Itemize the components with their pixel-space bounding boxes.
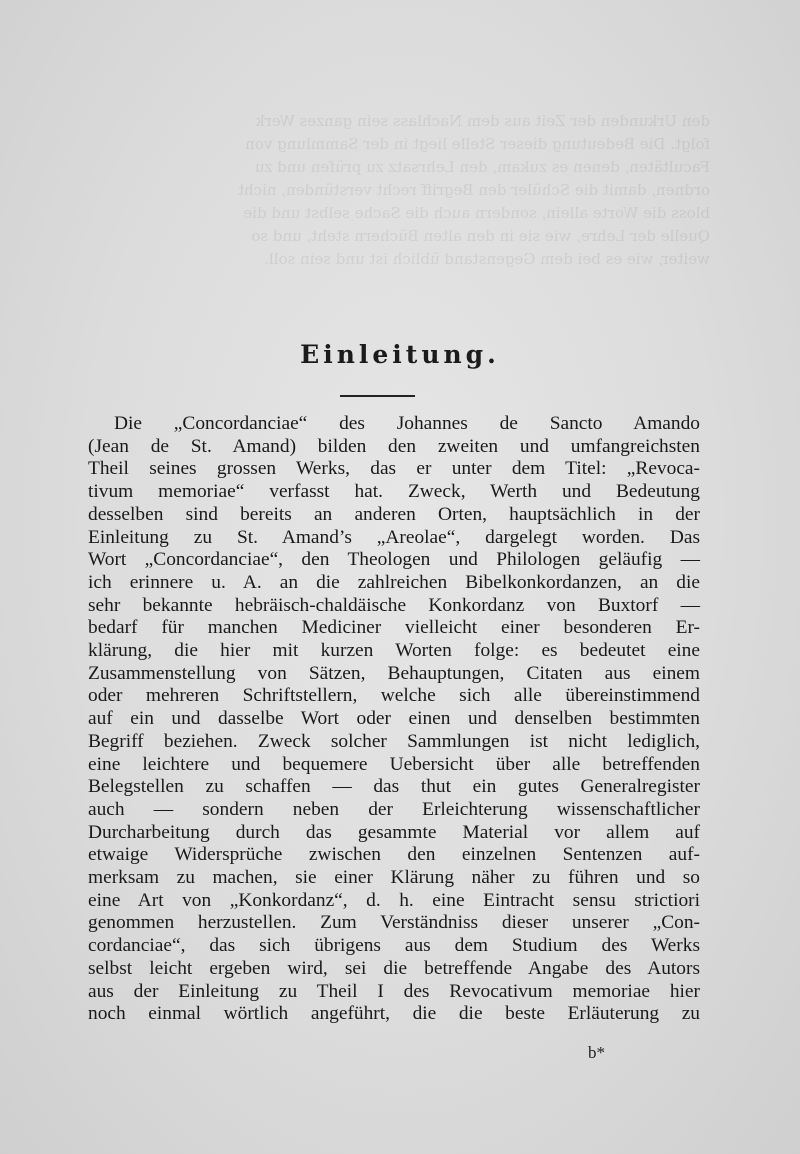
body-paragraph	[88, 413, 700, 1026]
text-line: Wort „Concordanciae“, den Theologen und Philologen geläufig —	[88, 549, 700, 571]
text-line: ich erinnere u. A. an die zahlreichen Bibelkonkordanzen, an die	[88, 571, 700, 593]
text-line: Einleitung zu St. Amand’s „Areolae“, dargelegt worden. Das	[88, 526, 700, 548]
text-line: merksam zu machen, sie einer Klärung näher zu führen und so	[88, 867, 700, 889]
text-line: cordanciae“, das sich übrigens aus dem Studium des Werks	[88, 935, 700, 957]
text-line: oder mehreren Schriftstellern, welche sich alle übereinstimmend	[88, 685, 700, 707]
text-line: Zusammenstellung von Sätzen, Behauptungen, Citaten aus einem	[88, 662, 700, 684]
signature-mark: b*	[588, 1043, 605, 1062]
text-line: Durcharbeitung durch das gesammte Material vor allem auf	[88, 821, 700, 843]
text-line: selbst leicht ergeben wird, sei die betreffende Angabe des Autors	[88, 957, 700, 979]
text-line: aus der Einleitung zu Theil I des Revocativum memoriae hier	[88, 980, 700, 1002]
text-line: genommen herzustellen. Zum Verständniss dieser unserer „Con-	[88, 912, 700, 934]
text-line: eine Art von „Konkordanz“, d. h. eine Eintracht sensu strictiori	[88, 889, 700, 911]
text-line: eine leichtere und bequemere Uebersicht über alle betreffenden	[88, 753, 700, 775]
show-through-text: den Urkunden der Zeit aus dem Nachlass sein ganzes Werk folgt. Die Bedeutung dieser Stelle liegt in der Sammlung von Facultäten, denen es zukam, den Lehrsatz zu prüfen und zu ordnen, damit die Schüler den Begriff recht verstünden, nicht bloss die Worte allein, sondern auch die Sache selbst und die Quelle der Lehre, wie sie in den alten Büchern steht, und so weiter, wie es bei dem Gegenstand üblich ist und sein soll.	[237, 112, 710, 268]
text-line: Theil seines grossen Werks, das er unter dem Titel: „Revoca-	[88, 458, 700, 480]
text-line: klärung, die hier mit kurzen Worten folge: es bedeutet eine	[88, 640, 700, 662]
text-line: auch — sondern neben der Erleichterung wissenschaftlicher	[88, 798, 700, 820]
text-line: bedarf für manchen Mediciner vielleicht einer besonderen Er-	[88, 617, 700, 639]
text-line: desselben sind bereits an anderen Orten, hauptsächlich in der	[88, 503, 700, 525]
text-line: tivum memoriae“ verfasst hat. Zweck, Werth und Bedeutung	[88, 481, 700, 503]
section-heading: Einleitung.	[300, 340, 500, 369]
text-line: Belegstellen zu schaffen — das thut ein gutes Generalregister	[88, 776, 700, 798]
text-line: Begriff beziehen. Zweck solcher Sammlungen ist nicht lediglich,	[88, 730, 700, 752]
text-line: sehr bekannte hebräisch-chaldäische Konkordanz von Buxtorf —	[88, 594, 700, 616]
text-line: noch einmal wörtlich angeführt, die die beste Erläuterung zu	[88, 1003, 700, 1025]
text-line: Die „Concordanciae“ des Johannes de Sancto Amando	[114, 413, 700, 434]
text-line: etwaige Widersprüche zwischen den einzelnen Sentenzen auf-	[88, 844, 700, 866]
text-line: (Jean de St. Amand) bilden den zweiten und umfangreichsten	[88, 435, 700, 457]
heading-divider	[340, 395, 415, 397]
text-line: auf ein und dasselbe Wort oder einen und denselben bestimmten	[88, 708, 700, 730]
